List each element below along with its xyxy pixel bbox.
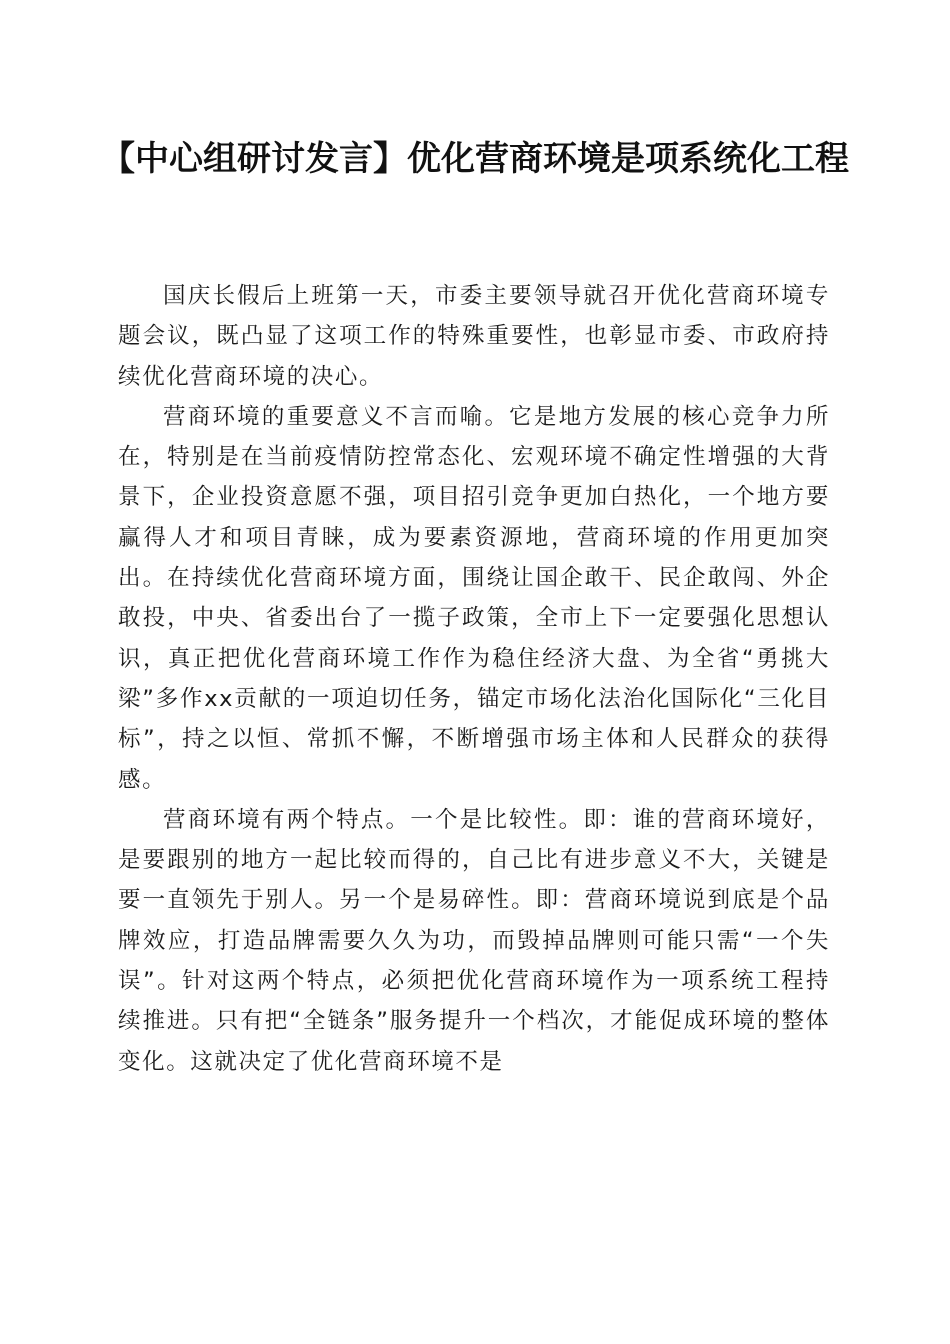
document-title: 【中心组研讨发言】优化营商环境是项系统化工程 <box>101 139 849 179</box>
paragraph-2: 营商环境的重要意义不言而喻。它是地方发展的核心竞争力所在，特别是在当前疫情防控常态化、宏观环境不确定性增强的大背景下，企业投资意愿不强，项目招引竞争更加白热化，一个地方要赢得人才和项目青睐，成为要素资源地，营商环境的作用更加突出。在持续优化营商环境方面，围绕让国企敢干、民企敢闯、外企敢投，中央、省委出台了一揽子政策，全市上下一定要强化思想认识，真正把优化营商环境工作作为稳住经济大盘、为全省“勇挑大梁”多作xx贡献的一项迫切任务，锚定市场化法治化国际化“三化目标”，持之以恒、常抓不懈，不断增强市场主体和人民群众的获得感。 <box>118 403 830 793</box>
paragraph-3: 营商环境有两个特点。一个是比较性。即：谁的营商环境好，是要跟别的地方一起比较而得的，自己比有进步意义不大，关键是要一直领先于别人。另一个是易碎性。即：营商环境说到底是个品牌效应，打造品牌需要久久为功，而毁掉品牌则可能只需“一个失误”。针对这两个特点，必须把优化营商环境作为一项系统工程持续推进。只有把“全链条”服务提升一个档次，才能促成环境的整体变化。这就决定了优化营商环境不是 <box>118 806 830 1075</box>
document-body <box>118 276 830 1082</box>
paragraph-1: 国庆长假后上班第一天，市委主要领导就召开优化营商环境专题会议，既凸显了这项工作的特殊重要性，也彰显市委、市政府持续优化营商环境的决心。 <box>118 283 830 390</box>
